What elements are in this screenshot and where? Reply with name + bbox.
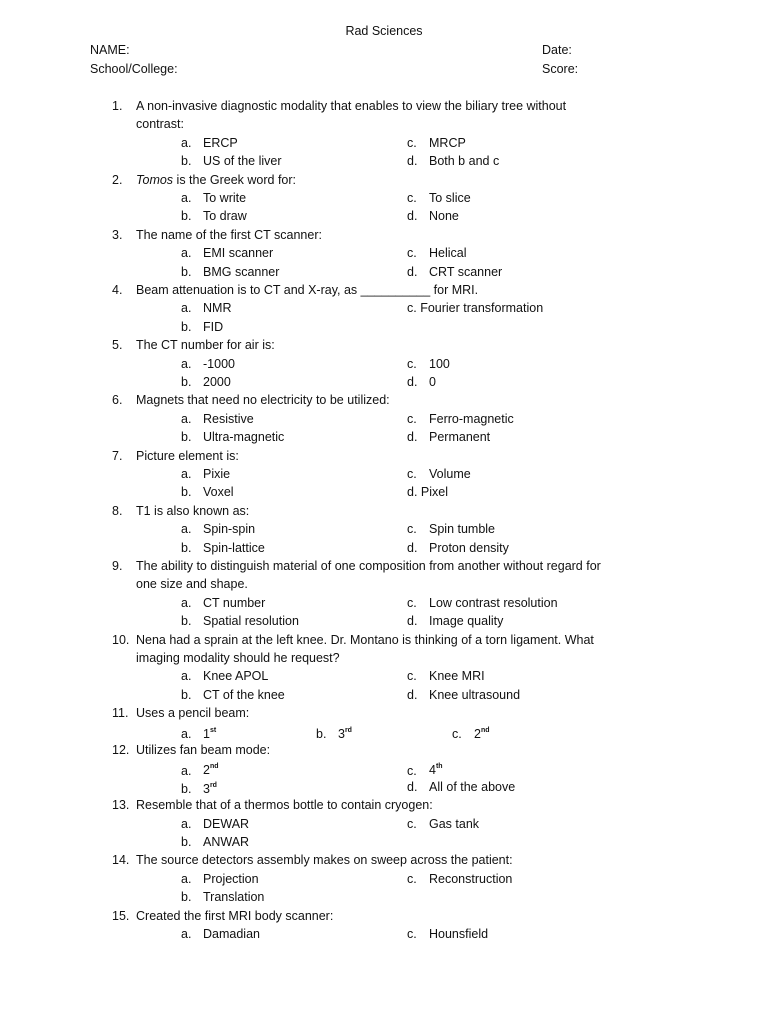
answer-option bbox=[407, 483, 448, 501]
option-text: 4 bbox=[429, 763, 436, 778]
answer-option bbox=[181, 483, 234, 501]
answer-option bbox=[181, 815, 249, 833]
question-line bbox=[0, 796, 768, 814]
question-text: one size and shape. bbox=[136, 577, 248, 592]
option-text: CRT scanner bbox=[429, 264, 503, 279]
option-text: BMG scanner bbox=[203, 264, 280, 279]
question-line bbox=[0, 281, 768, 299]
option-text: Knee ultrasound bbox=[429, 687, 521, 702]
option-text: Projection bbox=[203, 871, 259, 886]
question-line bbox=[0, 833, 768, 851]
option-text: ANWAR bbox=[203, 835, 250, 849]
option-text: Permanent bbox=[429, 430, 491, 445]
answer-option bbox=[181, 686, 285, 704]
name-label: NAME: bbox=[90, 43, 130, 57]
question-number: 13. bbox=[112, 798, 130, 813]
answer-option bbox=[407, 815, 479, 833]
question-line bbox=[0, 778, 768, 796]
option-text: EMI scanner bbox=[203, 246, 274, 261]
option-text: NMR bbox=[203, 301, 232, 316]
option-letter: c. bbox=[407, 191, 417, 205]
question-line bbox=[0, 410, 768, 428]
answer-option bbox=[407, 870, 512, 888]
answer-option bbox=[407, 667, 485, 685]
option-letter: a. bbox=[181, 411, 192, 426]
answer-option bbox=[407, 355, 450, 373]
question-line bbox=[0, 520, 768, 538]
option-text: Spin tumble bbox=[429, 522, 496, 537]
question-number: 9. bbox=[112, 559, 123, 573]
option-letter: b. bbox=[181, 430, 192, 445]
answer-option bbox=[181, 667, 268, 685]
option-text: CT of the knee bbox=[203, 687, 285, 702]
question-number: 15. bbox=[112, 908, 130, 923]
question-line bbox=[0, 97, 768, 115]
question-line bbox=[0, 631, 768, 649]
option-text: Ultra-magnetic bbox=[203, 430, 285, 445]
option-letter: a. bbox=[181, 522, 192, 537]
option-text: Hounsfield bbox=[429, 927, 489, 941]
option-letter: c. bbox=[407, 135, 417, 150]
option-letter: a. bbox=[181, 595, 192, 610]
answer-option bbox=[181, 925, 260, 943]
question-line bbox=[0, 925, 768, 943]
option-letter: d. bbox=[407, 209, 418, 224]
option-letter: a. bbox=[181, 356, 192, 371]
question-number: 7. bbox=[112, 448, 123, 463]
question-line bbox=[0, 759, 768, 777]
option-text: Gas tank bbox=[429, 816, 480, 831]
answer-option bbox=[181, 355, 235, 373]
question-text: Utilizes fan beam mode: bbox=[136, 743, 271, 757]
answer-option bbox=[407, 189, 471, 207]
question-line bbox=[0, 318, 768, 336]
answer-option bbox=[407, 594, 558, 612]
answer-option bbox=[181, 594, 265, 612]
option-text: Knee APOL bbox=[203, 669, 269, 684]
option-superscript: st bbox=[209, 726, 217, 734]
school-label: School/College: bbox=[90, 62, 178, 76]
question-line bbox=[0, 870, 768, 888]
option-text: d. Pixel bbox=[407, 485, 448, 500]
answer-option bbox=[181, 134, 238, 152]
answer-option bbox=[181, 189, 246, 207]
question-line bbox=[0, 502, 768, 520]
option-letter: d. bbox=[407, 779, 418, 794]
answer-option bbox=[407, 207, 459, 225]
question-number: 5. bbox=[112, 338, 123, 353]
question-line bbox=[0, 888, 768, 906]
answer-option bbox=[181, 539, 265, 557]
question-text: Beam attenuation is to CT and X-ray, as __________ for MRI. bbox=[136, 283, 479, 297]
question-text: The ability to distinguish material of one composition from another without regard for bbox=[136, 559, 601, 573]
option-letter: c. bbox=[407, 595, 417, 610]
question-text: contrast: bbox=[136, 117, 184, 132]
option-letter: d. bbox=[407, 540, 418, 555]
option-text: Damadian bbox=[203, 927, 260, 941]
question-line bbox=[0, 207, 768, 225]
question-line bbox=[0, 134, 768, 152]
option-letter: b. bbox=[181, 319, 192, 334]
option-text: Volume bbox=[429, 467, 471, 481]
question-number: 10. bbox=[112, 632, 130, 647]
option-text: 1 bbox=[203, 726, 210, 741]
answer-option bbox=[407, 299, 543, 317]
option-text: Translation bbox=[203, 890, 265, 905]
option-letter: c. bbox=[407, 467, 417, 481]
option-text: ERCP bbox=[203, 135, 238, 150]
option-letter: d. bbox=[407, 375, 418, 389]
option-letter: a. bbox=[181, 726, 192, 741]
question-number: 3. bbox=[112, 227, 123, 242]
question-number: 11. bbox=[112, 706, 129, 721]
answer-option bbox=[181, 373, 231, 391]
option-text: To slice bbox=[429, 191, 471, 205]
question-line bbox=[0, 594, 768, 612]
option-letter: d. bbox=[407, 687, 418, 702]
option-superscript: nd bbox=[209, 763, 219, 771]
question-text: Picture element is: bbox=[136, 448, 239, 463]
option-text: Low contrast resolution bbox=[429, 595, 558, 610]
option-letter: c. bbox=[407, 927, 417, 941]
answer-option bbox=[407, 244, 467, 262]
option-letter: a. bbox=[181, 467, 192, 481]
option-letter: c. bbox=[407, 871, 417, 886]
option-letter: b. bbox=[181, 209, 192, 224]
score-label: Score: bbox=[542, 62, 579, 76]
option-letter: d. bbox=[407, 154, 418, 169]
option-text: Spin-lattice bbox=[203, 540, 265, 555]
answer-option bbox=[181, 410, 254, 428]
question-text: Created the first MRI body scanner: bbox=[136, 908, 334, 923]
option-letter: c. bbox=[407, 246, 417, 261]
question-line bbox=[0, 907, 768, 925]
option-text: 3 bbox=[203, 781, 210, 796]
question-line bbox=[0, 447, 768, 465]
answer-option bbox=[407, 410, 514, 428]
answer-option bbox=[407, 465, 471, 483]
option-text: Spatial resolution bbox=[203, 614, 299, 629]
option-letter: b. bbox=[181, 835, 192, 849]
question-line bbox=[0, 851, 768, 869]
question-line bbox=[0, 686, 768, 704]
option-superscript: th bbox=[435, 763, 443, 771]
option-text: 2000 bbox=[203, 375, 231, 389]
question-line bbox=[0, 575, 768, 593]
question-number: 8. bbox=[112, 503, 123, 518]
option-letter: c. bbox=[452, 726, 462, 741]
option-superscript: rd bbox=[209, 781, 217, 789]
question-line bbox=[0, 152, 768, 170]
question-line bbox=[0, 299, 768, 317]
option-text: 3 bbox=[338, 726, 345, 741]
question-line bbox=[0, 465, 768, 483]
option-letter: b. bbox=[316, 726, 327, 741]
option-text: Ferro-magnetic bbox=[429, 411, 514, 426]
option-text: Pixie bbox=[203, 467, 231, 481]
option-text: Voxel bbox=[203, 485, 234, 500]
option-letter: a. bbox=[181, 301, 192, 316]
question-number: 4. bbox=[112, 283, 123, 297]
question-line bbox=[0, 355, 768, 373]
option-superscript: nd bbox=[480, 726, 490, 734]
option-text: 2 bbox=[203, 763, 210, 778]
question-line bbox=[0, 667, 768, 685]
answer-option bbox=[181, 465, 230, 483]
option-letter: a. bbox=[181, 816, 192, 831]
question-text: The CT number for air is: bbox=[136, 338, 275, 353]
answer-option bbox=[181, 870, 259, 888]
option-letter: a. bbox=[181, 135, 192, 150]
answer-option bbox=[181, 428, 284, 446]
question-line bbox=[0, 815, 768, 833]
option-letter: d. bbox=[407, 264, 418, 279]
question-number: 1. bbox=[112, 99, 123, 113]
question-text: Nena had a sprain at the left knee. Dr. Montano is thinking of a torn ligament. What bbox=[136, 632, 594, 647]
question-line bbox=[0, 723, 768, 741]
option-text: -1000 bbox=[203, 356, 235, 371]
answer-option bbox=[407, 612, 503, 630]
answer-option bbox=[181, 244, 273, 262]
option-text: MRCP bbox=[429, 135, 466, 150]
question-number: 14. bbox=[112, 853, 130, 868]
answer-option bbox=[407, 373, 436, 391]
answer-option bbox=[181, 520, 255, 538]
answer-option bbox=[181, 299, 231, 317]
answer-option bbox=[407, 778, 515, 796]
question-number: 6. bbox=[112, 393, 123, 408]
option-text: 0 bbox=[429, 375, 436, 389]
question-line bbox=[0, 557, 768, 575]
question-line bbox=[0, 115, 768, 133]
answer-option bbox=[181, 263, 279, 281]
option-letter: c. bbox=[407, 816, 417, 831]
question-text: A non-invasive diagnostic modality that enables to view the biliary tree without bbox=[136, 99, 567, 113]
option-letter: a. bbox=[181, 669, 192, 684]
option-letter: b. bbox=[181, 154, 192, 169]
answer-option bbox=[181, 207, 247, 225]
option-letter: b. bbox=[181, 890, 192, 905]
option-text: To draw bbox=[203, 209, 247, 224]
question-line bbox=[0, 171, 768, 189]
option-text: Image quality bbox=[429, 614, 504, 629]
option-letter: b. bbox=[181, 781, 192, 796]
question-line bbox=[0, 741, 768, 759]
question-line bbox=[0, 704, 768, 722]
option-text: Helical bbox=[429, 246, 467, 261]
question-line bbox=[0, 263, 768, 281]
option-text: Spin-spin bbox=[203, 522, 256, 537]
option-letter: b. bbox=[181, 614, 192, 629]
option-letter: b. bbox=[181, 485, 192, 500]
answer-option bbox=[181, 152, 282, 170]
option-text: None bbox=[429, 209, 459, 224]
option-letter: a. bbox=[181, 763, 192, 778]
option-text: All of the above bbox=[429, 779, 516, 794]
option-text: Resistive bbox=[203, 411, 254, 426]
option-letter: b. bbox=[181, 540, 192, 555]
question-line bbox=[0, 336, 768, 354]
question-text: imaging modality should he request? bbox=[136, 651, 340, 665]
option-text: c. Fourier transformation bbox=[407, 301, 544, 316]
option-text: Proton density bbox=[429, 540, 509, 555]
question-line bbox=[0, 649, 768, 667]
option-letter: c. bbox=[407, 522, 417, 537]
question-line bbox=[0, 373, 768, 391]
answer-option bbox=[407, 134, 466, 152]
answer-option bbox=[181, 612, 299, 630]
question-text: T1 is also known as: bbox=[136, 503, 250, 518]
question-italic-word: Tomos bbox=[136, 172, 174, 187]
answer-option bbox=[407, 428, 490, 446]
question-number: 12. bbox=[112, 743, 130, 757]
answer-option bbox=[181, 318, 223, 336]
option-text: FID bbox=[203, 319, 224, 334]
option-text: CT number bbox=[203, 595, 266, 610]
document-title: Rad Sciences bbox=[345, 24, 423, 38]
option-letter: b. bbox=[181, 375, 192, 389]
answer-option bbox=[407, 520, 495, 538]
option-letter: c. bbox=[407, 763, 417, 778]
option-text: 2 bbox=[474, 726, 481, 741]
answer-option bbox=[181, 833, 249, 851]
question-text: The source detectors assembly makes on sweep across the patient: bbox=[136, 853, 513, 868]
option-letter: d. bbox=[407, 430, 418, 445]
question-text: The name of the first CT scanner: bbox=[136, 227, 322, 242]
answer-option bbox=[407, 539, 509, 557]
answer-option bbox=[407, 925, 488, 943]
question-line bbox=[0, 391, 768, 409]
option-text: 100 bbox=[429, 356, 450, 371]
answer-option bbox=[407, 152, 499, 170]
option-letter: c. bbox=[407, 669, 417, 684]
option-letter: d. bbox=[407, 614, 418, 629]
question-text: Tomos is the Greek word for: bbox=[136, 172, 297, 187]
option-letter: b. bbox=[181, 264, 192, 279]
option-text: To write bbox=[203, 191, 247, 205]
option-letter: b. bbox=[181, 687, 192, 702]
option-superscript: rd bbox=[344, 726, 352, 734]
answer-option bbox=[407, 263, 502, 281]
option-text: Reconstruction bbox=[429, 871, 513, 886]
option-letter: c. bbox=[407, 356, 417, 371]
question-text: Uses a pencil beam: bbox=[136, 706, 250, 721]
question-text: Magnets that need no electricity to be utilized: bbox=[136, 393, 390, 408]
question-line bbox=[0, 226, 768, 244]
option-text: Knee MRI bbox=[429, 669, 485, 684]
question-line bbox=[0, 189, 768, 207]
question-number: 2. bbox=[112, 172, 123, 187]
answer-option bbox=[181, 888, 264, 906]
question-line bbox=[0, 428, 768, 446]
question-line bbox=[0, 244, 768, 262]
option-text: Both b and c bbox=[429, 154, 500, 169]
date-label: Date: bbox=[542, 43, 572, 57]
option-letter: a. bbox=[181, 871, 192, 886]
option-text: US of the liver bbox=[203, 154, 282, 169]
question-line bbox=[0, 483, 768, 501]
option-letter: c. bbox=[407, 411, 417, 426]
option-letter: a. bbox=[181, 191, 192, 205]
question-line bbox=[0, 539, 768, 557]
option-text: DEWAR bbox=[203, 816, 250, 831]
question-text: Resemble that of a thermos bottle to contain cryogen: bbox=[136, 798, 433, 813]
option-letter: a. bbox=[181, 246, 192, 261]
option-letter: a. bbox=[181, 927, 192, 941]
answer-option bbox=[407, 686, 520, 704]
question-line bbox=[0, 612, 768, 630]
